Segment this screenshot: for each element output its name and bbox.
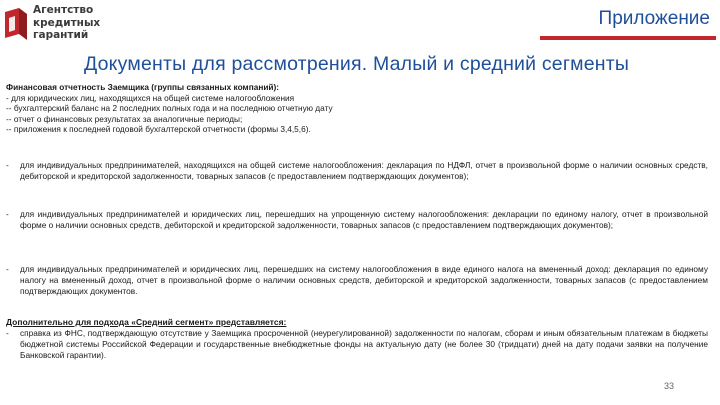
page-number: 33 [664,381,675,391]
logo-line: кредитных [33,16,101,29]
bullet-dash: - [6,209,9,219]
logo-line: Агентство [33,4,94,16]
list-item-text: справка из ФНС, подтверждающую отсутствие у Заемщика просроченной (неурегулированной) задолженности по налогам, сборам и иным обязательным платежам в бюджеты бюджетной системы Российской Федерации и государственные внебюджетные фонды на актуальную дату (не более 30 (тридцати) дней на дату подачи заявки на получение Банковской гарантии). [20,328,708,361]
list-item-text: для индивидуальных предпринимателей, находящихся на общей системе налогообложения: декларация по НДФЛ, отчет в произвольной форме о наличии основных средств, дебиторской и кредиторской задолженности, товарных запасов (с предоставлением подтверждающих документов); [20,160,708,182]
list-item [6,264,708,298]
section-label: Приложение [598,8,710,29]
financial-line: -- приложения к последней годовой бухгалтерской отчетности (формы 3,4,5,6). [6,124,311,135]
logo-text [33,4,100,42]
header-accent-bar [540,36,716,40]
list-item [6,328,708,362]
bullet-dash: - [6,328,9,338]
list-item-text: для индивидуальных предпринимателей и юридических лиц, перешедших на упрощенную систему налогообложения: декларации по единому налогу, отчет в произвольной форме о наличии основных средств, дебиторской и кредиторской задолженности, товарных запасов (с предоставлением подтверждающих документов); [20,209,708,231]
logo-line: гарантий [33,29,89,41]
page-title: Документы для рассмотрения. Малый и средний сегменты [84,53,630,75]
financial-lead: Финансовая отчетность Заемщика (группы связанных компаний): [6,82,280,92]
medium-segment-heading: Дополнительно для подхода «Средний сегмент» представляется: [6,317,287,327]
bullet-dash: - [6,160,9,170]
company-logo [5,4,101,52]
bullet-dash: - [6,264,9,274]
financial-line: -- отчет о финансовых результатах за аналогичные периоды; [6,113,243,124]
financial-line: -- бухгалтерский баланс на 2 последних полных года и на последнюю отчетную дату [6,103,333,114]
list-item-text: для индивидуальных предпринимателей и юридических лиц, перешедших на систему налогообложения в виде единого налога на вмененный доход: декларация по единому налогу на вмененный доход, отчет в произвольной форме о наличии основных средств, дебиторской и кредиторской задолженности, товарных запасов (с предоставлением подтверждающих документов. [20,264,708,297]
logo-mark-icon [5,8,27,40]
financial-line: - для юридических лиц, находящихся на общей системе налогообложения [6,92,295,103]
list-item [6,209,708,231]
list-item [6,160,708,182]
financial-block [6,82,714,135]
